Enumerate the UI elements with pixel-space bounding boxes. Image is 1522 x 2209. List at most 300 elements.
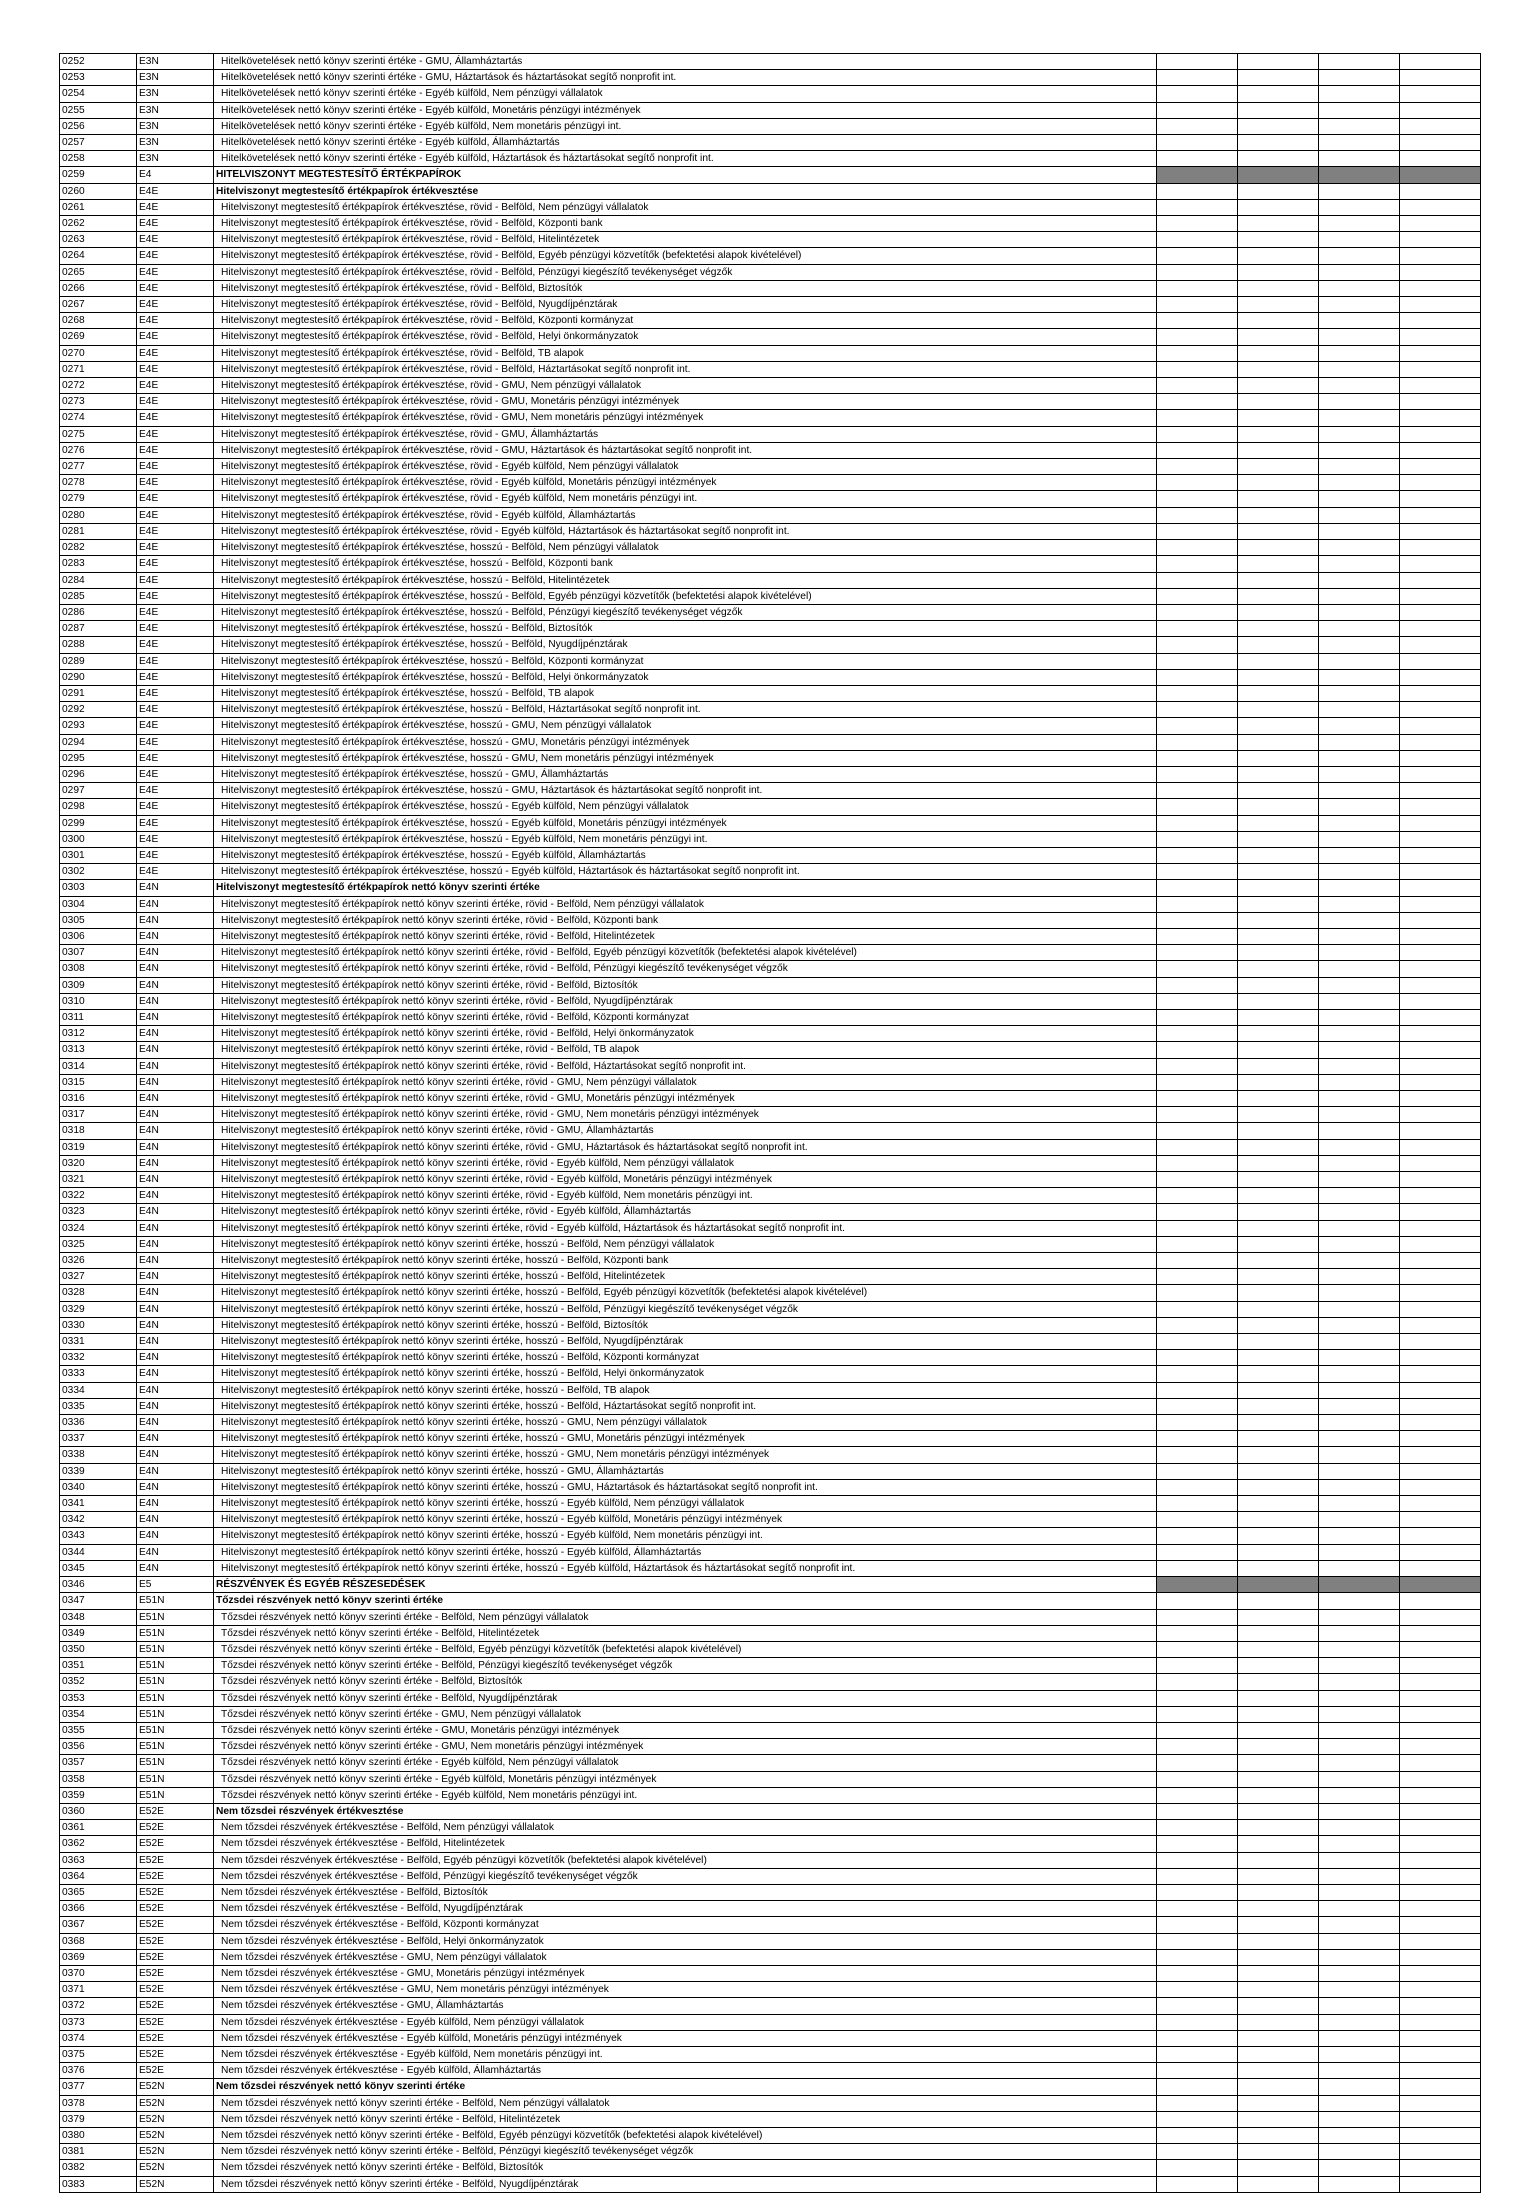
value-cell-4[interactable]	[1400, 1609, 1481, 1625]
value-cell-4[interactable]	[1400, 442, 1481, 458]
value-cell-1[interactable]	[1157, 1382, 1238, 1398]
value-cell-3[interactable]	[1319, 718, 1400, 734]
value-cell-3[interactable]	[1319, 1868, 1400, 1884]
value-cell-2[interactable]	[1238, 1641, 1319, 1657]
value-cell-3[interactable]	[1319, 280, 1400, 296]
value-cell-2[interactable]	[1238, 361, 1319, 377]
value-cell-3[interactable]	[1319, 2160, 1400, 2176]
value-cell-1[interactable]	[1157, 928, 1238, 944]
value-cell-4[interactable]	[1400, 734, 1481, 750]
value-cell-2[interactable]	[1238, 896, 1319, 912]
value-cell-3[interactable]	[1319, 2111, 1400, 2127]
value-cell-4[interactable]	[1400, 313, 1481, 329]
value-cell-4[interactable]	[1400, 1188, 1481, 1204]
value-cell-2[interactable]	[1238, 912, 1319, 928]
value-cell-2[interactable]	[1238, 442, 1319, 458]
value-cell-4[interactable]	[1400, 1965, 1481, 1981]
value-cell-4[interactable]	[1400, 896, 1481, 912]
value-cell-2[interactable]	[1238, 2111, 1319, 2127]
value-cell-3[interactable]	[1319, 831, 1400, 847]
value-cell-2[interactable]	[1238, 556, 1319, 572]
value-cell-4[interactable]	[1400, 2160, 1481, 2176]
value-cell-2[interactable]	[1238, 2160, 1319, 2176]
value-cell-2[interactable]	[1238, 928, 1319, 944]
value-cell-3[interactable]	[1319, 847, 1400, 863]
value-cell-3[interactable]	[1319, 426, 1400, 442]
value-cell-4[interactable]	[1400, 1091, 1481, 1107]
value-cell-2[interactable]	[1238, 1528, 1319, 1544]
value-cell-1[interactable]	[1157, 70, 1238, 86]
value-cell-4[interactable]	[1400, 961, 1481, 977]
value-cell-2[interactable]	[1238, 734, 1319, 750]
value-cell-4[interactable]	[1400, 1058, 1481, 1074]
value-cell-2[interactable]	[1238, 1965, 1319, 1981]
value-cell-3[interactable]	[1319, 361, 1400, 377]
value-cell-3[interactable]	[1319, 2046, 1400, 2062]
value-cell-3[interactable]	[1319, 1107, 1400, 1123]
value-cell-3[interactable]	[1319, 1771, 1400, 1787]
value-cell-1[interactable]	[1157, 1026, 1238, 1042]
value-cell-1[interactable]	[1157, 410, 1238, 426]
value-cell-4[interactable]	[1400, 718, 1481, 734]
value-cell-3[interactable]	[1319, 1836, 1400, 1852]
value-cell-3[interactable]	[1319, 556, 1400, 572]
value-cell-3[interactable]	[1319, 523, 1400, 539]
value-cell-2[interactable]	[1238, 799, 1319, 815]
value-cell-3[interactable]	[1319, 394, 1400, 410]
value-cell-1[interactable]	[1157, 2046, 1238, 2062]
value-cell-4[interactable]	[1400, 378, 1481, 394]
value-cell-2[interactable]	[1238, 1172, 1319, 1188]
value-cell-4[interactable]	[1400, 1026, 1481, 1042]
value-cell-4[interactable]	[1400, 491, 1481, 507]
value-cell-2[interactable]	[1238, 313, 1319, 329]
value-cell-2[interactable]	[1238, 1301, 1319, 1317]
value-cell-4[interactable]	[1400, 1803, 1481, 1819]
value-cell-4[interactable]	[1400, 2046, 1481, 2062]
value-cell-1[interactable]	[1157, 2111, 1238, 2127]
value-cell-3[interactable]	[1319, 329, 1400, 345]
value-cell-3[interactable]	[1319, 1528, 1400, 1544]
value-cell-3[interactable]	[1319, 1852, 1400, 1868]
value-cell-3[interactable]	[1319, 1074, 1400, 1090]
value-cell-4[interactable]	[1400, 1107, 1481, 1123]
value-cell-3[interactable]	[1319, 1658, 1400, 1674]
value-cell-3[interactable]	[1319, 1026, 1400, 1042]
value-cell-2[interactable]	[1238, 864, 1319, 880]
value-cell-1[interactable]	[1157, 523, 1238, 539]
value-cell-3[interactable]	[1319, 977, 1400, 993]
value-cell-4[interactable]	[1400, 1431, 1481, 1447]
value-cell-2[interactable]	[1238, 118, 1319, 134]
value-cell-2[interactable]	[1238, 621, 1319, 637]
value-cell-2[interactable]	[1238, 1415, 1319, 1431]
value-cell-3[interactable]	[1319, 1479, 1400, 1495]
value-cell-1[interactable]	[1157, 1641, 1238, 1657]
value-cell-2[interactable]	[1238, 1706, 1319, 1722]
value-cell-2[interactable]	[1238, 1787, 1319, 1803]
value-cell-1[interactable]	[1157, 945, 1238, 961]
value-cell-3[interactable]	[1319, 378, 1400, 394]
value-cell-3[interactable]	[1319, 1253, 1400, 1269]
value-cell-4[interactable]	[1400, 2063, 1481, 2079]
value-cell-4[interactable]	[1400, 1852, 1481, 1868]
value-cell-2[interactable]	[1238, 1188, 1319, 1204]
value-cell-1[interactable]	[1157, 637, 1238, 653]
value-cell-4[interactable]	[1400, 1123, 1481, 1139]
value-cell-2[interactable]	[1238, 1771, 1319, 1787]
value-cell-1[interactable]	[1157, 1496, 1238, 1512]
value-cell-3[interactable]	[1319, 216, 1400, 232]
value-cell-4[interactable]	[1400, 1366, 1481, 1382]
value-cell-1[interactable]	[1157, 1706, 1238, 1722]
value-cell-2[interactable]	[1238, 167, 1319, 183]
value-cell-4[interactable]	[1400, 86, 1481, 102]
value-cell-2[interactable]	[1238, 685, 1319, 701]
value-cell-3[interactable]	[1319, 1641, 1400, 1657]
value-cell-1[interactable]	[1157, 1787, 1238, 1803]
value-cell-1[interactable]	[1157, 1868, 1238, 1884]
value-cell-3[interactable]	[1319, 1820, 1400, 1836]
value-cell-2[interactable]	[1238, 54, 1319, 70]
value-cell-3[interactable]	[1319, 993, 1400, 1009]
value-cell-3[interactable]	[1319, 540, 1400, 556]
value-cell-3[interactable]	[1319, 1139, 1400, 1155]
value-cell-2[interactable]	[1238, 1577, 1319, 1593]
value-cell-4[interactable]	[1400, 1949, 1481, 1965]
value-cell-3[interactable]	[1319, 199, 1400, 215]
value-cell-3[interactable]	[1319, 1690, 1400, 1706]
value-cell-1[interactable]	[1157, 1982, 1238, 1998]
value-cell-1[interactable]	[1157, 1042, 1238, 1058]
value-cell-2[interactable]	[1238, 1463, 1319, 1479]
value-cell-3[interactable]	[1319, 1787, 1400, 1803]
value-cell-1[interactable]	[1157, 1431, 1238, 1447]
value-cell-2[interactable]	[1238, 1139, 1319, 1155]
value-cell-1[interactable]	[1157, 1123, 1238, 1139]
value-cell-1[interactable]	[1157, 1301, 1238, 1317]
value-cell-1[interactable]	[1157, 718, 1238, 734]
value-cell-1[interactable]	[1157, 1253, 1238, 1269]
value-cell-3[interactable]	[1319, 2095, 1400, 2111]
value-cell-4[interactable]	[1400, 167, 1481, 183]
value-cell-4[interactable]	[1400, 945, 1481, 961]
value-cell-2[interactable]	[1238, 831, 1319, 847]
value-cell-4[interactable]	[1400, 1285, 1481, 1301]
value-cell-3[interactable]	[1319, 864, 1400, 880]
value-cell-4[interactable]	[1400, 1382, 1481, 1398]
value-cell-4[interactable]	[1400, 1560, 1481, 1576]
value-cell-1[interactable]	[1157, 1398, 1238, 1414]
value-cell-4[interactable]	[1400, 1415, 1481, 1431]
value-cell-1[interactable]	[1157, 750, 1238, 766]
value-cell-4[interactable]	[1400, 1771, 1481, 1787]
value-cell-2[interactable]	[1238, 1204, 1319, 1220]
value-cell-3[interactable]	[1319, 1998, 1400, 2014]
value-cell-2[interactable]	[1238, 783, 1319, 799]
value-cell-2[interactable]	[1238, 199, 1319, 215]
value-cell-1[interactable]	[1157, 1803, 1238, 1819]
value-cell-2[interactable]	[1238, 183, 1319, 199]
value-cell-3[interactable]	[1319, 1431, 1400, 1447]
value-cell-1[interactable]	[1157, 102, 1238, 118]
value-cell-1[interactable]	[1157, 912, 1238, 928]
value-cell-3[interactable]	[1319, 1933, 1400, 1949]
value-cell-1[interactable]	[1157, 1366, 1238, 1382]
value-cell-1[interactable]	[1157, 1820, 1238, 1836]
value-cell-1[interactable]	[1157, 2095, 1238, 2111]
value-cell-2[interactable]	[1238, 702, 1319, 718]
value-cell-4[interactable]	[1400, 1544, 1481, 1560]
value-cell-1[interactable]	[1157, 135, 1238, 151]
value-cell-2[interactable]	[1238, 329, 1319, 345]
value-cell-3[interactable]	[1319, 1755, 1400, 1771]
value-cell-1[interactable]	[1157, 151, 1238, 167]
value-cell-3[interactable]	[1319, 118, 1400, 134]
value-cell-3[interactable]	[1319, 1706, 1400, 1722]
value-cell-3[interactable]	[1319, 1803, 1400, 1819]
value-cell-3[interactable]	[1319, 135, 1400, 151]
value-cell-4[interactable]	[1400, 1350, 1481, 1366]
value-cell-1[interactable]	[1157, 783, 1238, 799]
value-cell-1[interactable]	[1157, 199, 1238, 215]
value-cell-3[interactable]	[1319, 604, 1400, 620]
value-cell-4[interactable]	[1400, 1253, 1481, 1269]
value-cell-1[interactable]	[1157, 1965, 1238, 1981]
value-cell-2[interactable]	[1238, 1609, 1319, 1625]
value-cell-1[interactable]	[1157, 491, 1238, 507]
value-cell-4[interactable]	[1400, 118, 1481, 134]
value-cell-4[interactable]	[1400, 1690, 1481, 1706]
value-cell-1[interactable]	[1157, 2063, 1238, 2079]
value-cell-3[interactable]	[1319, 1577, 1400, 1593]
value-cell-4[interactable]	[1400, 1528, 1481, 1544]
value-cell-2[interactable]	[1238, 847, 1319, 863]
value-cell-2[interactable]	[1238, 540, 1319, 556]
value-cell-1[interactable]	[1157, 1609, 1238, 1625]
value-cell-1[interactable]	[1157, 2144, 1238, 2160]
value-cell-1[interactable]	[1157, 1220, 1238, 1236]
value-cell-1[interactable]	[1157, 216, 1238, 232]
value-cell-4[interactable]	[1400, 1577, 1481, 1593]
value-cell-4[interactable]	[1400, 880, 1481, 896]
value-cell-4[interactable]	[1400, 1301, 1481, 1317]
value-cell-4[interactable]	[1400, 1496, 1481, 1512]
value-cell-3[interactable]	[1319, 912, 1400, 928]
value-cell-4[interactable]	[1400, 1868, 1481, 1884]
value-cell-1[interactable]	[1157, 977, 1238, 993]
value-cell-4[interactable]	[1400, 523, 1481, 539]
value-cell-4[interactable]	[1400, 815, 1481, 831]
value-cell-3[interactable]	[1319, 750, 1400, 766]
value-cell-4[interactable]	[1400, 1172, 1481, 1188]
value-cell-3[interactable]	[1319, 167, 1400, 183]
value-cell-2[interactable]	[1238, 475, 1319, 491]
value-cell-1[interactable]	[1157, 621, 1238, 637]
value-cell-1[interactable]	[1157, 1836, 1238, 1852]
value-cell-1[interactable]	[1157, 831, 1238, 847]
value-cell-4[interactable]	[1400, 1901, 1481, 1917]
value-cell-3[interactable]	[1319, 1350, 1400, 1366]
value-cell-4[interactable]	[1400, 345, 1481, 361]
value-cell-1[interactable]	[1157, 815, 1238, 831]
value-cell-3[interactable]	[1319, 410, 1400, 426]
value-cell-4[interactable]	[1400, 1674, 1481, 1690]
value-cell-2[interactable]	[1238, 1123, 1319, 1139]
value-cell-1[interactable]	[1157, 1949, 1238, 1965]
value-cell-1[interactable]	[1157, 329, 1238, 345]
value-cell-4[interactable]	[1400, 993, 1481, 1009]
value-cell-2[interactable]	[1238, 426, 1319, 442]
value-cell-2[interactable]	[1238, 459, 1319, 475]
value-cell-1[interactable]	[1157, 1009, 1238, 1025]
value-cell-1[interactable]	[1157, 2030, 1238, 2046]
value-cell-1[interactable]	[1157, 2128, 1238, 2144]
value-cell-2[interactable]	[1238, 248, 1319, 264]
value-cell-1[interactable]	[1157, 361, 1238, 377]
value-cell-3[interactable]	[1319, 2144, 1400, 2160]
value-cell-3[interactable]	[1319, 151, 1400, 167]
value-cell-4[interactable]	[1400, 1074, 1481, 1090]
value-cell-4[interactable]	[1400, 264, 1481, 280]
value-cell-1[interactable]	[1157, 1285, 1238, 1301]
value-cell-4[interactable]	[1400, 1593, 1481, 1609]
value-cell-2[interactable]	[1238, 2063, 1319, 2079]
value-cell-2[interactable]	[1238, 961, 1319, 977]
value-cell-4[interactable]	[1400, 1463, 1481, 1479]
value-cell-2[interactable]	[1238, 345, 1319, 361]
value-cell-4[interactable]	[1400, 1658, 1481, 1674]
value-cell-3[interactable]	[1319, 1301, 1400, 1317]
value-cell-4[interactable]	[1400, 1884, 1481, 1900]
value-cell-4[interactable]	[1400, 1836, 1481, 1852]
value-cell-2[interactable]	[1238, 1739, 1319, 1755]
value-cell-3[interactable]	[1319, 1884, 1400, 1900]
value-cell-3[interactable]	[1319, 783, 1400, 799]
value-cell-4[interactable]	[1400, 1787, 1481, 1803]
value-cell-2[interactable]	[1238, 1593, 1319, 1609]
value-cell-4[interactable]	[1400, 2176, 1481, 2192]
value-cell-3[interactable]	[1319, 1901, 1400, 1917]
value-cell-4[interactable]	[1400, 831, 1481, 847]
value-cell-3[interactable]	[1319, 1058, 1400, 1074]
value-cell-3[interactable]	[1319, 1447, 1400, 1463]
value-cell-4[interactable]	[1400, 1479, 1481, 1495]
value-cell-2[interactable]	[1238, 718, 1319, 734]
value-cell-1[interactable]	[1157, 2160, 1238, 2176]
value-cell-2[interactable]	[1238, 945, 1319, 961]
value-cell-2[interactable]	[1238, 1398, 1319, 1414]
value-cell-4[interactable]	[1400, 1933, 1481, 1949]
value-cell-1[interactable]	[1157, 507, 1238, 523]
value-cell-2[interactable]	[1238, 1366, 1319, 1382]
value-cell-2[interactable]	[1238, 232, 1319, 248]
value-cell-4[interactable]	[1400, 1998, 1481, 2014]
value-cell-4[interactable]	[1400, 102, 1481, 118]
value-cell-1[interactable]	[1157, 1172, 1238, 1188]
value-cell-1[interactable]	[1157, 1463, 1238, 1479]
value-cell-4[interactable]	[1400, 604, 1481, 620]
value-cell-1[interactable]	[1157, 880, 1238, 896]
value-cell-2[interactable]	[1238, 1026, 1319, 1042]
value-cell-4[interactable]	[1400, 556, 1481, 572]
value-cell-1[interactable]	[1157, 653, 1238, 669]
value-cell-3[interactable]	[1319, 1269, 1400, 1285]
value-cell-3[interactable]	[1319, 1415, 1400, 1431]
value-cell-2[interactable]	[1238, 1917, 1319, 1933]
value-cell-1[interactable]	[1157, 1722, 1238, 1738]
value-cell-1[interactable]	[1157, 1091, 1238, 1107]
value-cell-1[interactable]	[1157, 572, 1238, 588]
value-cell-4[interactable]	[1400, 54, 1481, 70]
value-cell-4[interactable]	[1400, 2111, 1481, 2127]
value-cell-2[interactable]	[1238, 1803, 1319, 1819]
value-cell-1[interactable]	[1157, 1528, 1238, 1544]
value-cell-4[interactable]	[1400, 685, 1481, 701]
value-cell-3[interactable]	[1319, 621, 1400, 637]
value-cell-2[interactable]	[1238, 2014, 1319, 2030]
value-cell-1[interactable]	[1157, 1188, 1238, 1204]
value-cell-4[interactable]	[1400, 799, 1481, 815]
value-cell-1[interactable]	[1157, 1625, 1238, 1641]
value-cell-3[interactable]	[1319, 1009, 1400, 1025]
value-cell-3[interactable]	[1319, 264, 1400, 280]
value-cell-3[interactable]	[1319, 297, 1400, 313]
value-cell-1[interactable]	[1157, 442, 1238, 458]
value-cell-4[interactable]	[1400, 702, 1481, 718]
value-cell-4[interactable]	[1400, 1917, 1481, 1933]
value-cell-2[interactable]	[1238, 378, 1319, 394]
value-cell-4[interactable]	[1400, 70, 1481, 86]
value-cell-3[interactable]	[1319, 1512, 1400, 1528]
value-cell-4[interactable]	[1400, 1139, 1481, 1155]
value-cell-2[interactable]	[1238, 1431, 1319, 1447]
value-cell-4[interactable]	[1400, 2014, 1481, 2030]
value-cell-4[interactable]	[1400, 475, 1481, 491]
value-cell-4[interactable]	[1400, 750, 1481, 766]
value-cell-3[interactable]	[1319, 491, 1400, 507]
value-cell-3[interactable]	[1319, 459, 1400, 475]
value-cell-1[interactable]	[1157, 1739, 1238, 1755]
value-cell-2[interactable]	[1238, 1884, 1319, 1900]
value-cell-4[interactable]	[1400, 1398, 1481, 1414]
value-cell-2[interactable]	[1238, 1058, 1319, 1074]
value-cell-2[interactable]	[1238, 669, 1319, 685]
value-cell-2[interactable]	[1238, 1625, 1319, 1641]
value-cell-4[interactable]	[1400, 1009, 1481, 1025]
value-cell-4[interactable]	[1400, 329, 1481, 345]
value-cell-2[interactable]	[1238, 1820, 1319, 1836]
value-cell-1[interactable]	[1157, 1058, 1238, 1074]
value-cell-2[interactable]	[1238, 1042, 1319, 1058]
value-cell-2[interactable]	[1238, 880, 1319, 896]
value-cell-1[interactable]	[1157, 961, 1238, 977]
value-cell-1[interactable]	[1157, 734, 1238, 750]
value-cell-4[interactable]	[1400, 1317, 1481, 1333]
value-cell-4[interactable]	[1400, 1155, 1481, 1171]
value-cell-2[interactable]	[1238, 1901, 1319, 1917]
value-cell-2[interactable]	[1238, 815, 1319, 831]
value-cell-4[interactable]	[1400, 1625, 1481, 1641]
value-cell-2[interactable]	[1238, 102, 1319, 118]
value-cell-4[interactable]	[1400, 199, 1481, 215]
value-cell-3[interactable]	[1319, 2128, 1400, 2144]
value-cell-4[interactable]	[1400, 783, 1481, 799]
value-cell-4[interactable]	[1400, 766, 1481, 782]
value-cell-1[interactable]	[1157, 2176, 1238, 2192]
value-cell-1[interactable]	[1157, 264, 1238, 280]
value-cell-3[interactable]	[1319, 1285, 1400, 1301]
